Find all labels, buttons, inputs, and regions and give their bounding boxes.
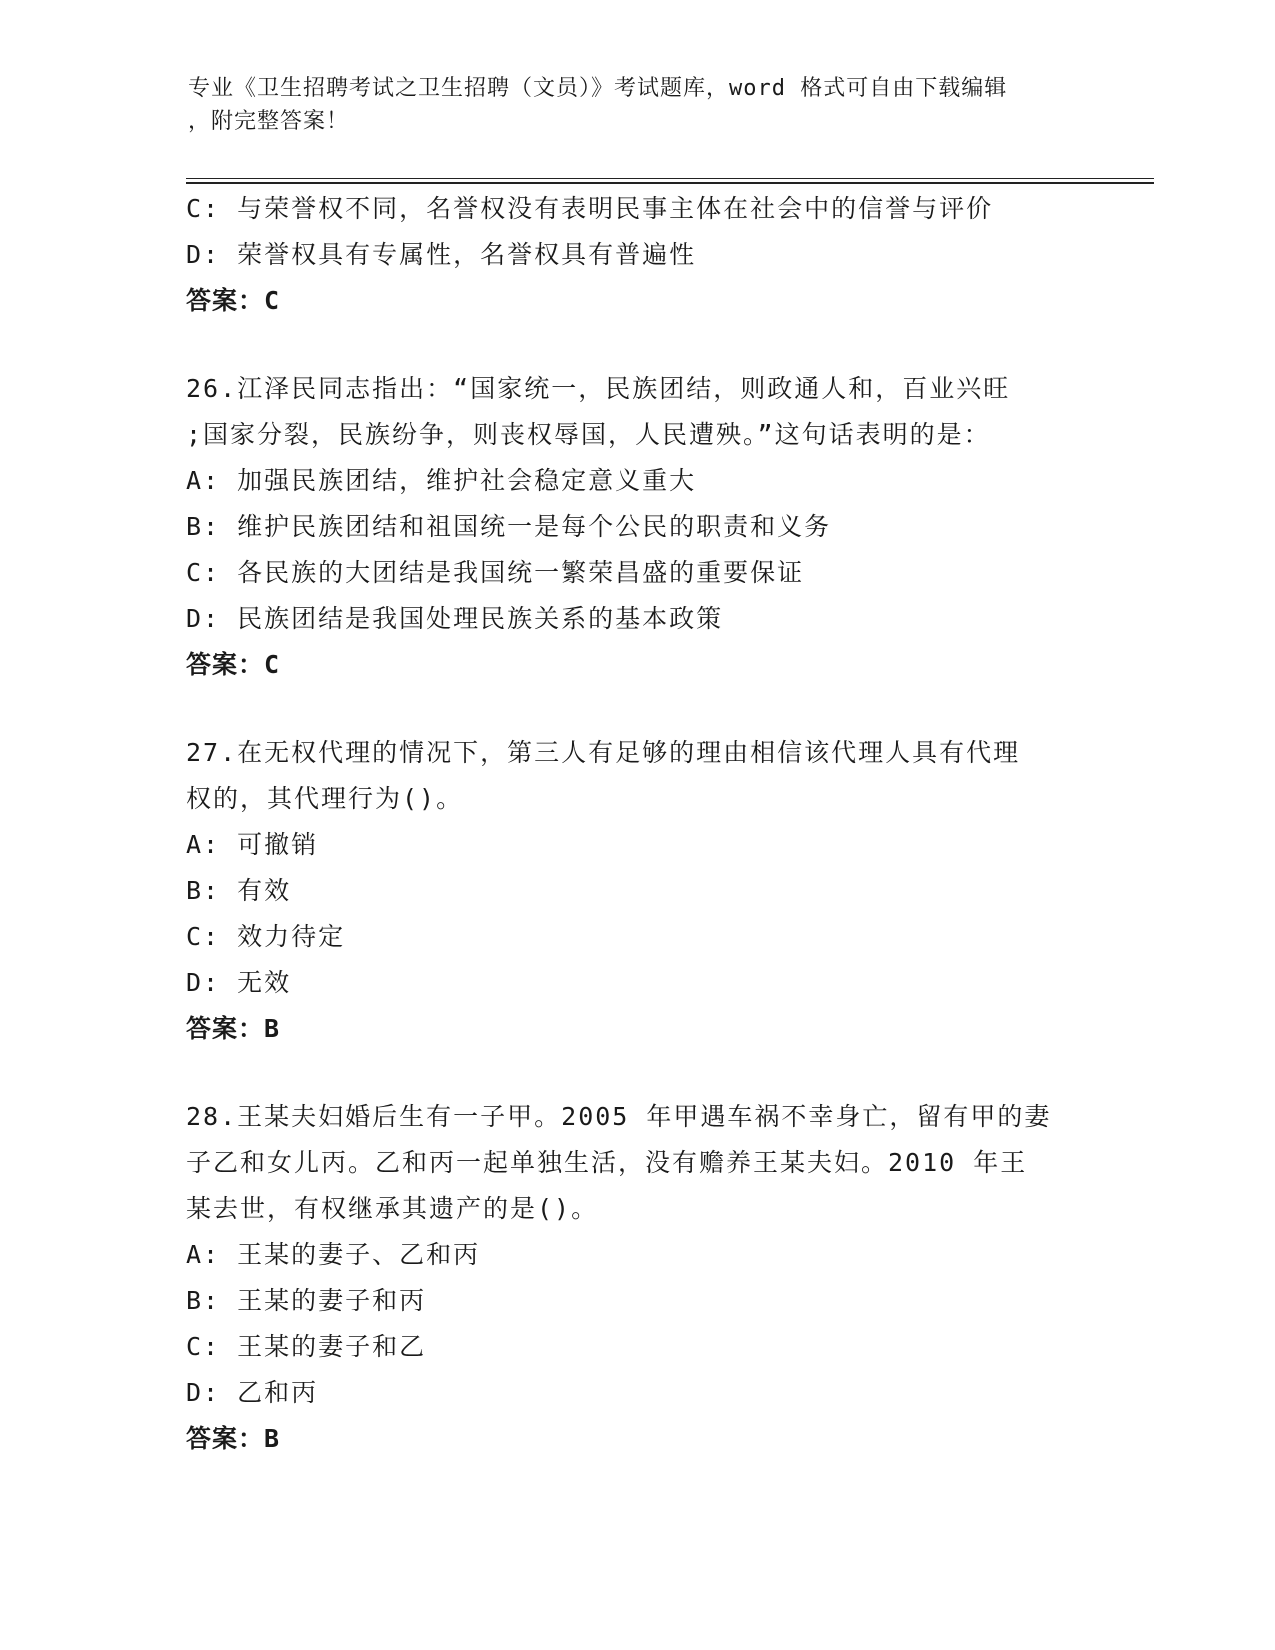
option-c: C: 与荣誉权不同，名誉权没有表明民事主体在社会中的信誉与评价 (186, 194, 994, 223)
question-26 (186, 366, 1106, 688)
header-divider-thick (186, 182, 1154, 184)
stem-line: 28.王某夫妇婚后生有一子甲。2005 年甲遇车祸不幸身亡，留有甲的妻 (186, 1102, 1052, 1131)
question-stem (186, 366, 1106, 458)
question-27 (186, 730, 1106, 1052)
option-d: D: 无效 (186, 968, 292, 997)
option-a: A: 王某的妻子、乙和丙 (186, 1240, 481, 1269)
option-d: D: 民族团结是我国处理民族关系的基本政策 (186, 604, 724, 633)
answer-label: 答案：C (186, 650, 281, 679)
stem-line: 子乙和女儿丙。乙和丙一起单独生活，没有赡养王某夫妇。2010 年王 (186, 1148, 1028, 1177)
header-title-continuation: ，附完整答案！ (188, 109, 350, 134)
option-a: A: 加强民族团结，维护社会稳定意义重大 (186, 466, 697, 495)
stem-line: 26.江泽民同志指出：“国家统一，民族团结，则政通人和，百业兴旺 (186, 374, 1011, 403)
question-28 (186, 1094, 1106, 1462)
stem-line: ;国家分裂，民族纷争，则丧权辱国，人民遭殃。”这句话表明的是： (186, 420, 991, 449)
option-d: D: 荣誉权具有专属性，名誉权具有普遍性 (186, 240, 697, 269)
option-b: B: 有效 (186, 876, 292, 905)
option-c: C: 各民族的大团结是我国统一繁荣昌盛的重要保证 (186, 558, 805, 587)
option-a: A: 可撤销 (186, 830, 319, 859)
header-divider-thin (186, 178, 1154, 179)
header-title-line: 专业《卫生招聘考试之卫生招聘（文员）》考试题库，word 格式可自由下载编辑 (188, 76, 1008, 101)
stem-line: 某去世，有权继承其遗产的是()。 (186, 1194, 599, 1223)
option-c: C: 效力待定 (186, 922, 346, 951)
stem-line: 27.在无权代理的情况下，第三人有足够的理由相信该代理人具有代理 (186, 738, 1021, 767)
answer-label: 答案：C (186, 286, 281, 315)
stem-line: 权的，其代理行为()。 (186, 784, 464, 813)
answer-label: 答案：B (186, 1424, 281, 1453)
option-b: B: 王某的妻子和丙 (186, 1286, 427, 1315)
option-d: D: 乙和丙 (186, 1378, 319, 1407)
option-b: B: 维护民族团结和祖国统一是每个公民的职责和义务 (186, 512, 832, 541)
question-stem (186, 730, 1106, 822)
answer-label: 答案：B (186, 1014, 281, 1043)
question-25-continued (186, 186, 1106, 324)
question-stem (186, 1094, 1106, 1232)
document-header (188, 72, 1068, 138)
question-content (186, 186, 1106, 1462)
option-c: C: 王某的妻子和乙 (186, 1332, 427, 1361)
